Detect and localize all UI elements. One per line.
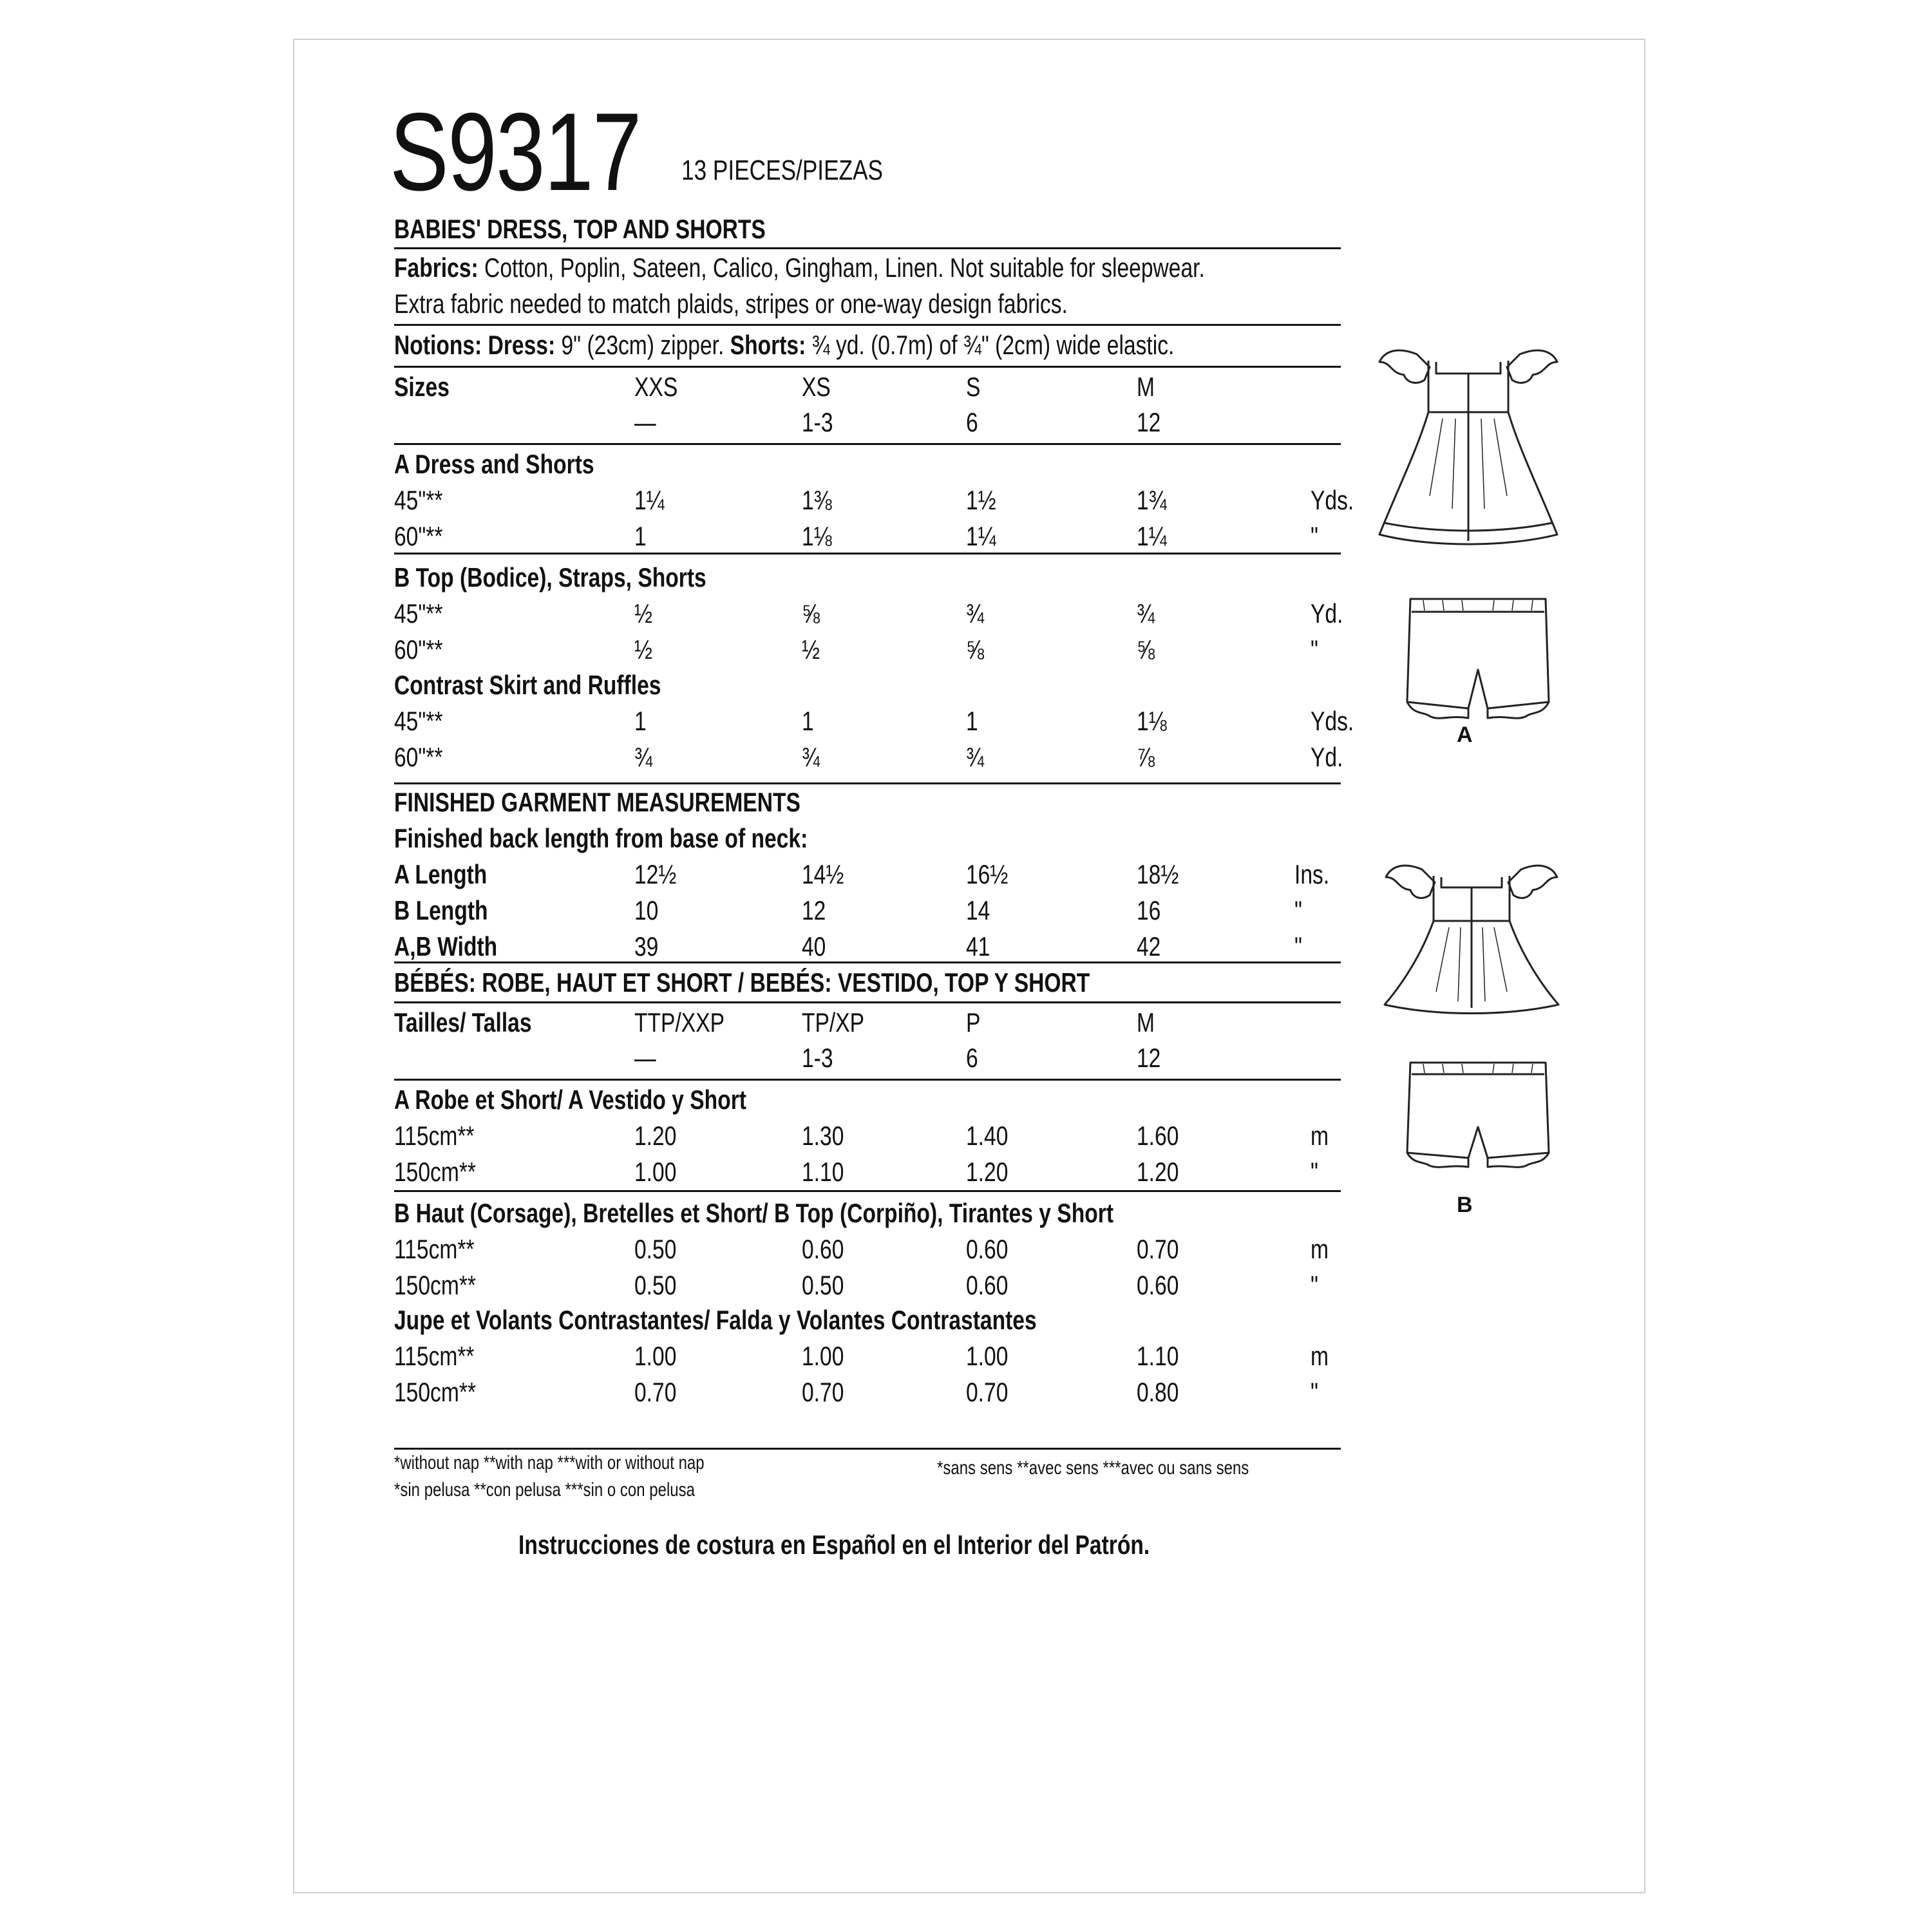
pieces-count: 13 PIECES/PIEZAS xyxy=(681,155,884,186)
size-header: M xyxy=(1137,372,1155,402)
yardage-value: 0.60 xyxy=(966,1234,1009,1264)
size-header: P xyxy=(966,1007,981,1037)
yardage-value: ⅝ xyxy=(966,634,985,665)
size-header: S xyxy=(966,372,981,402)
illustration-label-b: B xyxy=(1457,1193,1473,1217)
yardage-value: 1¼ xyxy=(634,485,665,515)
unit-label: " xyxy=(1311,1157,1318,1187)
size-header: TP/XP xyxy=(802,1007,865,1037)
measurement-label: A Length xyxy=(394,859,488,889)
yardage-value: 1½ xyxy=(966,485,996,515)
measurement-value: 12 xyxy=(802,895,826,925)
yardage-value: 0.60 xyxy=(966,1270,1009,1300)
footnote-french: *sans sens **avec sens ***avec ou sans sens xyxy=(937,1457,1249,1479)
measurement-label: B Length xyxy=(394,895,488,925)
yardage-value: 1 xyxy=(802,706,814,736)
fgm-subtitle: Finished back length from base of neck: xyxy=(394,823,808,853)
yardage-value: ½ xyxy=(634,634,653,665)
measurement-value: 40 xyxy=(802,931,826,961)
fgm-title: FINISHED GARMENT MEASUREMENTS xyxy=(394,787,800,817)
age-header: — xyxy=(634,407,656,437)
yardage-value: 1⅜ xyxy=(802,485,832,515)
pattern-title: BABIES' DRESS, TOP AND SHORTS xyxy=(394,214,766,244)
yardage-value: 1.60 xyxy=(1137,1121,1179,1151)
view-title: A Robe et Short/ A Vestido y Short xyxy=(394,1084,746,1115)
yardage-value: ¾ xyxy=(1137,598,1155,629)
measurement-label: A,B Width xyxy=(394,931,498,961)
row-label: 45"** xyxy=(394,706,443,736)
yardage-value: 0.70 xyxy=(1137,1234,1179,1264)
measurement-value: 14 xyxy=(966,895,990,925)
yardage-value: ¾ xyxy=(802,742,820,772)
row-label: 150cm** xyxy=(394,1157,477,1187)
age-header: 1-3 xyxy=(802,1043,833,1073)
row-label: 60"** xyxy=(394,742,443,772)
divider xyxy=(394,1001,1341,1003)
size-header: XS xyxy=(802,372,831,402)
yardage-value: 1.00 xyxy=(802,1341,844,1371)
measurement-value: 10 xyxy=(634,895,659,925)
yardage-value: 0.70 xyxy=(634,1377,677,1407)
yardage-value: 1.00 xyxy=(634,1157,677,1187)
row-label: 150cm** xyxy=(394,1270,477,1300)
divider xyxy=(394,553,1341,554)
unit-label: " xyxy=(1294,931,1302,961)
sizes-label: Sizes xyxy=(394,372,450,402)
row-label: 60"** xyxy=(394,634,443,665)
yardage-value: ¾ xyxy=(966,598,985,629)
divider xyxy=(394,782,1341,784)
divider xyxy=(394,961,1341,963)
top-b-illustration xyxy=(1378,844,1565,1018)
yardage-value: 0.50 xyxy=(802,1270,844,1300)
yardage-value: 1¾ xyxy=(1137,485,1167,515)
measurement-value: 18½ xyxy=(1137,859,1179,889)
fs-title: BÉBÉS: ROBE, HAUT ET SHORT / BEBÉS: VESTIDO, TOP Y SHORT xyxy=(394,967,1090,998)
row-label: 45"** xyxy=(394,485,443,515)
notions-line: Notions: Dress: 9" (23cm) zipper. Shorts: ¾ yd. (0.7m) of ¾" (2cm) wide elastic. xyxy=(394,330,1175,360)
age-header: 12 xyxy=(1137,1043,1161,1073)
unit-label: " xyxy=(1294,895,1302,925)
shorts-b-illustration xyxy=(1404,1056,1552,1172)
unit-label: Yd. xyxy=(1311,742,1343,772)
measurement-value: 42 xyxy=(1137,931,1161,961)
age-header: 12 xyxy=(1137,407,1161,437)
unit-label: " xyxy=(1311,521,1318,551)
measurement-value: 39 xyxy=(634,931,659,961)
size-header: XXS xyxy=(634,372,678,402)
yardage-value: 1.00 xyxy=(634,1341,677,1371)
yardage-value: 1 xyxy=(634,706,647,736)
yardage-value: 0.50 xyxy=(634,1234,677,1264)
yardage-value: 1¼ xyxy=(966,521,996,551)
footnote-english: *without nap **with nap ***with or without nap xyxy=(394,1452,705,1473)
view-title: B Haut (Corsage), Bretelles et Short/ B Top (Corpiño), Tirantes y Short xyxy=(394,1198,1114,1228)
spanish-instructions-note: Instrucciones de costura en Español en el Interior del Patrón. xyxy=(518,1530,1150,1560)
yardage-value: 0.60 xyxy=(802,1234,844,1264)
shorts-a-illustration xyxy=(1404,592,1552,734)
yardage-value: 1.30 xyxy=(802,1121,844,1151)
yardage-value: 1⅛ xyxy=(802,521,832,551)
yardage-value: ¾ xyxy=(966,742,985,772)
yardage-value: 0.60 xyxy=(1137,1270,1179,1300)
row-label: 115cm** xyxy=(394,1234,475,1264)
yardage-value: 1 xyxy=(966,706,978,736)
row-label: 115cm** xyxy=(394,1341,475,1371)
yardage-value: ½ xyxy=(802,634,820,665)
age-header: 1-3 xyxy=(802,407,833,437)
age-header: — xyxy=(634,1043,656,1073)
view-title: B Top (Bodice), Straps, Shorts xyxy=(394,562,706,592)
size-header: M xyxy=(1137,1007,1155,1037)
yardage-value: 0.50 xyxy=(634,1270,677,1300)
yardage-value: 1.40 xyxy=(966,1121,1009,1151)
divider xyxy=(394,443,1341,445)
view-title: A Dress and Shorts xyxy=(394,449,594,479)
yardage-value: 1.20 xyxy=(966,1157,1009,1187)
yardage-value: 1⅛ xyxy=(1137,706,1167,736)
unit-label: " xyxy=(1311,1270,1318,1300)
unit-label: Yds. xyxy=(1311,706,1354,736)
divider xyxy=(394,366,1341,368)
divider xyxy=(394,1190,1341,1192)
pattern-code: S9317 xyxy=(390,90,641,214)
yardage-value: 1 xyxy=(634,521,647,551)
yardage-value: 0.80 xyxy=(1137,1377,1179,1407)
unit-label: Ins. xyxy=(1294,859,1330,889)
yardage-value: 1.10 xyxy=(1137,1341,1179,1371)
yardage-value: ⅞ xyxy=(1137,742,1155,772)
footnote-spanish: *sin pelusa **con pelusa ***sin o con pelusa xyxy=(394,1479,695,1501)
unit-label: Yd. xyxy=(1311,598,1343,629)
illustration-label-a: A xyxy=(1457,723,1473,747)
yardage-value: ⅝ xyxy=(802,598,820,629)
measurement-value: 12½ xyxy=(634,859,677,889)
yardage-value: ½ xyxy=(634,598,653,629)
dress-a-illustration xyxy=(1372,328,1565,547)
size-header: TTP/XXP xyxy=(634,1007,725,1037)
yardage-value: ¾ xyxy=(634,742,653,772)
fabrics-line-2: Extra fabric needed to match plaids, stripes or one-way design fabrics. xyxy=(394,289,1068,319)
unit-label: " xyxy=(1311,634,1318,665)
measurement-value: 16½ xyxy=(966,859,1009,889)
view-title: Contrast Skirt and Ruffles xyxy=(394,670,661,700)
unit-label: " xyxy=(1311,1377,1318,1407)
yardage-value: 0.70 xyxy=(966,1377,1009,1407)
divider xyxy=(394,247,1341,249)
yardage-value: 0.70 xyxy=(802,1377,844,1407)
unit-label: m xyxy=(1311,1341,1329,1371)
row-label: 115cm** xyxy=(394,1121,475,1151)
measurement-value: 41 xyxy=(966,931,990,961)
row-label: 150cm** xyxy=(394,1377,477,1407)
yardage-value: 1.00 xyxy=(966,1341,1009,1371)
age-header: 6 xyxy=(966,407,978,437)
view-title: Jupe et Volants Contrastantes/ Falda y Volantes Contrastantes xyxy=(394,1305,1037,1335)
divider xyxy=(394,324,1341,326)
row-label: 45"** xyxy=(394,598,443,629)
measurement-value: 16 xyxy=(1137,895,1161,925)
unit-label: m xyxy=(1311,1234,1329,1264)
unit-label: m xyxy=(1311,1121,1329,1151)
fabrics-line: Fabrics: Cotton, Poplin, Sateen, Calico, Gingham, Linen. Not suitable for sleepwear. xyxy=(394,252,1205,283)
yardage-value: 1¼ xyxy=(1137,521,1167,551)
divider xyxy=(394,1079,1341,1081)
yardage-value: ⅝ xyxy=(1137,634,1155,665)
yardage-value: 1.20 xyxy=(1137,1157,1179,1187)
unit-label: Yds. xyxy=(1311,485,1354,515)
sizes-label: Tailles/ Tallas xyxy=(394,1007,532,1037)
measurement-value: 14½ xyxy=(802,859,844,889)
yardage-value: 1.10 xyxy=(802,1157,844,1187)
footnote-divider xyxy=(394,1448,1341,1450)
yardage-value: 1.20 xyxy=(634,1121,677,1151)
row-label: 60"** xyxy=(394,521,443,551)
age-header: 6 xyxy=(966,1043,978,1073)
